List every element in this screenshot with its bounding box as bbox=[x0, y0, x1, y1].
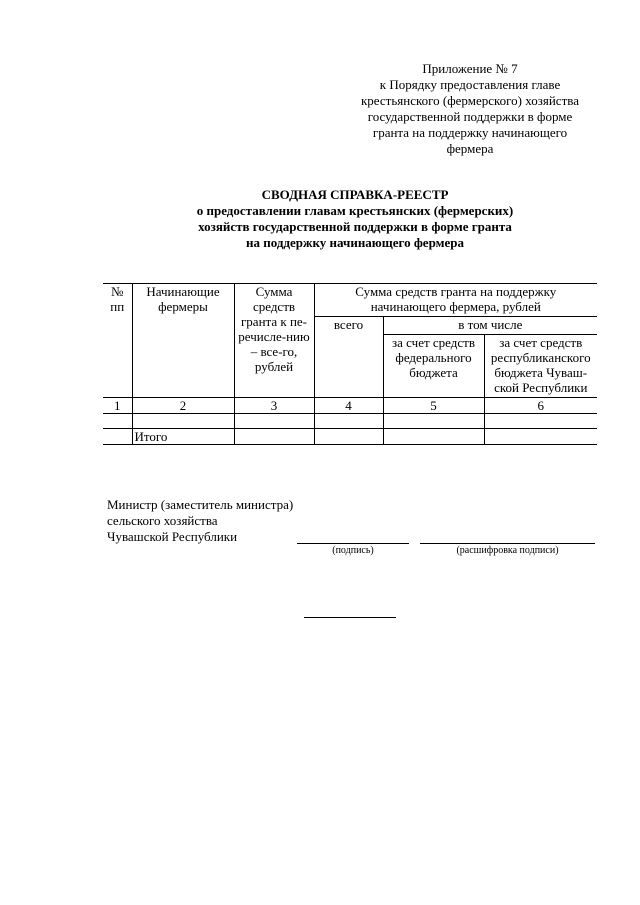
header-farmers: Начинающие фермеры bbox=[132, 284, 234, 398]
total-row-label: Итого bbox=[132, 429, 234, 445]
column-number: 3 bbox=[234, 398, 314, 414]
signature-block bbox=[107, 497, 347, 545]
column-numbers-row bbox=[103, 398, 597, 414]
table-cell[interactable] bbox=[383, 429, 484, 445]
title-line: хозяйств государственной поддержки в форме гранта bbox=[198, 219, 512, 234]
table-cell[interactable] bbox=[132, 414, 234, 429]
document-title bbox=[100, 187, 610, 251]
appendix-line: гранта на поддержку начинающего bbox=[372, 125, 568, 140]
appendix-line: крестьянского (фермерского) хозяйства bbox=[360, 93, 579, 108]
signature-field[interactable] bbox=[297, 543, 409, 544]
table-cell[interactable] bbox=[484, 414, 597, 429]
header-republican: за счет средств республиканского бюджета Чуваш-ской Республики bbox=[484, 335, 597, 398]
title-line: о предоставлении главам крестьянских (фермерских) bbox=[196, 203, 514, 218]
column-number: 4 bbox=[314, 398, 383, 414]
registry-table bbox=[103, 283, 597, 445]
decoding-caption: (расшифровка подписи) bbox=[456, 545, 559, 556]
appendix-header bbox=[340, 61, 600, 157]
header-grant-sum: Сумма средств гранта на поддержку начинающего фермера, рублей bbox=[314, 284, 597, 317]
header-sum-to-transfer: Сумма средств гранта к пе-речисле-нию – все-го, рублей bbox=[234, 284, 314, 398]
signatory-line: сельского хозяйства bbox=[107, 513, 218, 528]
header-row bbox=[103, 284, 597, 317]
title-line: на поддержку начинающего фермера bbox=[246, 235, 464, 250]
table-cell[interactable] bbox=[234, 429, 314, 445]
signature-decoding-field[interactable] bbox=[420, 543, 595, 544]
signatory-line: Министр (заместитель министра) bbox=[107, 497, 294, 512]
title-heading: СВОДНАЯ СПРАВКА-РЕЕСТР bbox=[261, 187, 449, 202]
signatory-line: Чувашской Республики bbox=[107, 529, 238, 544]
table-cell[interactable] bbox=[383, 414, 484, 429]
appendix-line: к Порядку предоставления главе bbox=[379, 77, 561, 92]
header-total: всего bbox=[314, 317, 383, 398]
column-number: 6 bbox=[484, 398, 597, 414]
appendix-line: фермера bbox=[446, 141, 494, 156]
table-cell[interactable] bbox=[484, 429, 597, 445]
table-cell[interactable] bbox=[103, 414, 132, 429]
total-row bbox=[103, 429, 597, 445]
header-including: в том числе bbox=[383, 317, 597, 335]
appendix-line: Приложение № 7 bbox=[422, 61, 518, 76]
header-federal: за счет средств федерального бюджета bbox=[383, 335, 484, 398]
signature-caption: (подпись) bbox=[332, 545, 374, 556]
table-cell[interactable] bbox=[314, 414, 383, 429]
table-row bbox=[103, 414, 597, 429]
column-number: 2 bbox=[132, 398, 234, 414]
appendix-line: государственной поддержки в форме bbox=[367, 109, 573, 124]
table-cell[interactable] bbox=[314, 429, 383, 445]
table-cell[interactable] bbox=[234, 414, 314, 429]
column-number: 1 bbox=[103, 398, 132, 414]
footnote-divider bbox=[304, 617, 396, 618]
column-number: 5 bbox=[383, 398, 484, 414]
table-cell[interactable] bbox=[103, 429, 132, 445]
header-number: № пп bbox=[103, 284, 132, 398]
